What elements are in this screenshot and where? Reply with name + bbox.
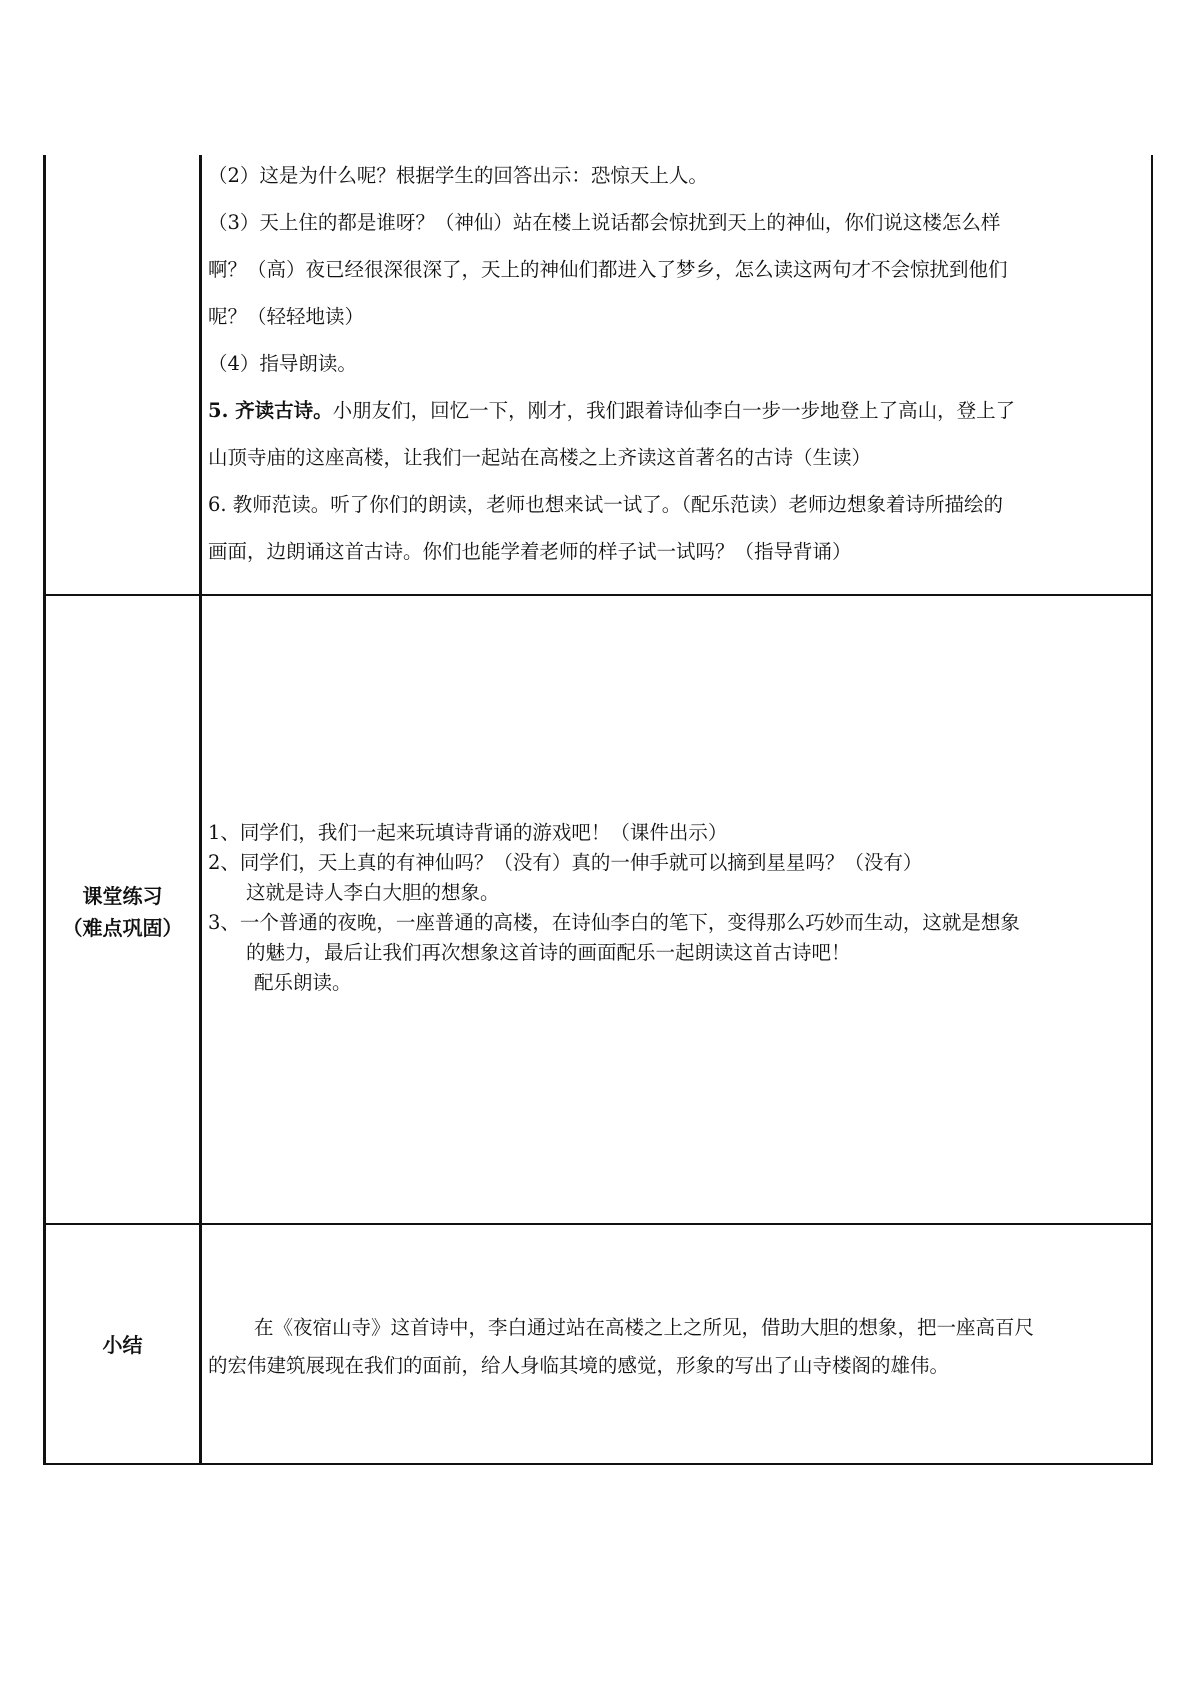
practice-line: 3、一个普通的夜晚，一座普通的高楼，在诗仙李白的笔下，变得那么巧妙而生动，这就是想象 [208, 911, 1020, 934]
item-6-line-2: 画面，边朗诵这首古诗。你们也能学着老师的样子试一试吗？（指导背诵） [208, 540, 852, 563]
item-5-text: 小朋友们，回忆一下，刚才，我们跟着诗仙李白一步一步地登上了高山，登上了 [332, 399, 1016, 422]
practice-line: 这就是诗人李白大胆的想象。 [246, 881, 500, 904]
practice-line: 2、同学们，天上真的有神仙吗？（没有）真的一伸手就可以摘到星星吗？（没有） [208, 851, 923, 874]
section2-label-line2: （难点巩固） [62, 916, 183, 940]
row-divider-1 [43, 594, 1153, 596]
paragraph-line: 呢？（轻轻地读） [208, 305, 365, 328]
paragraph-line: 啊？（高）夜已经很深很深了，天上的神仙们都进入了梦乡，怎么读这两句才不会惊扰到他们 [208, 258, 1008, 281]
practice-line: 配乐朗读。 [254, 971, 352, 994]
section2-label [46, 880, 199, 944]
section3-content [208, 1309, 1143, 1385]
section2-label-line1: 课堂练习 [82, 884, 163, 908]
paragraph-line: （4）指导朗读。 [208, 352, 357, 375]
paragraph-line: （3）天上住的都是谁呀？（神仙）站在楼上说话都会惊扰到天上的神仙，你们说这楼怎么样 [208, 211, 1001, 234]
item-5-heading: 5. 齐读古诗。 [208, 399, 333, 422]
item-5-line [208, 387, 1143, 434]
summary-line: 的宏伟建筑展现在我们的面前，给人身临其境的感觉，形象的写出了山寺楼阁的雄伟。 [208, 1354, 950, 1377]
summary-line: 在《夜宿山寺》这首诗中，李白通过站在高楼之上之所见，借助大胆的想象，把一座高百尺 [254, 1316, 1035, 1339]
section2-content [208, 818, 1143, 998]
practice-line: 的魅力，最后让我们再次想象这首诗的画面配乐一起朗读这首古诗吧！ [246, 941, 851, 964]
paragraph-line: （2）这是为什么呢？根据学生的回答出示：恐惊天上人。 [208, 164, 708, 187]
practice-line: 1、同学们，我们一起来玩填诗背诵的游戏吧！（课件出示） [208, 821, 728, 844]
item-6-line-1: 6. 教师范读。听了你们的朗读，老师也想来试一试了。（配乐范读）老师边想象着诗所描绘的 [208, 493, 1004, 516]
section1-content [208, 152, 1143, 575]
row-divider-2 [43, 1223, 1153, 1225]
item-5-line-2: 山顶寺庙的这座高楼，让我们一起站在高楼之上齐读这首著名的古诗（生读） [208, 446, 872, 469]
column-divider [199, 155, 202, 1465]
section3-label: 小结 [102, 1333, 143, 1357]
